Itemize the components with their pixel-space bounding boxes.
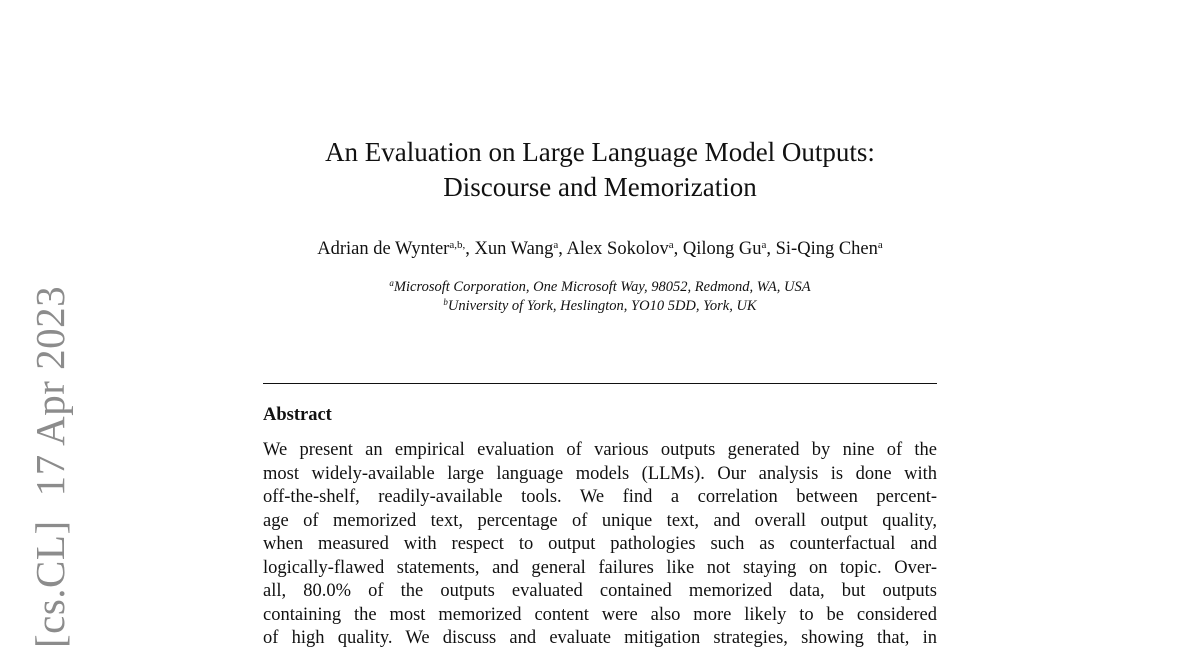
affiliation-text: Microsoft Corporation, One Microsoft Way, 98052, Redmond, WA, USA <box>393 279 811 295</box>
author-name: Qilong Gu <box>682 239 762 259</box>
author-name: Adrian de Wynter <box>317 239 450 259</box>
arxiv-category: [cs.CL] <box>27 520 73 648</box>
affiliation-marks: a <box>761 239 767 251</box>
author-separator: , <box>673 239 683 259</box>
affiliation <box>263 297 937 316</box>
arxiv-sidebar-stamp <box>27 285 73 648</box>
abstract-line: when measured with respect to output pathologies such as counterfactual and <box>263 534 937 554</box>
author-list <box>263 238 937 260</box>
abstract-heading: Abstract <box>263 405 332 425</box>
author <box>683 239 776 259</box>
section-divider <box>263 383 937 384</box>
paper-title <box>263 135 937 205</box>
author-separator: , <box>766 239 776 259</box>
author <box>317 239 474 259</box>
author-name: Alex Sokolov <box>566 239 669 259</box>
abstract-line: age of memorized text, percentage of unique text, and overall output quality, <box>263 510 937 531</box>
affiliation <box>263 278 937 297</box>
affiliation-marks: a <box>668 239 674 251</box>
abstract-line: off-the-shelf, readily-available tools. We find a correlation between percent- <box>263 487 937 507</box>
title-line: Discourse and Memorization <box>443 172 757 202</box>
affiliation-marks: a <box>877 239 883 251</box>
author-separator: , <box>558 239 567 259</box>
author <box>566 239 682 259</box>
abstract-line: logically-flawed statements, and general failures like not staying on topic. Over- <box>263 557 937 578</box>
author <box>776 239 883 259</box>
abstract-line: We present an empirical evaluation of various outputs generated by nine of the <box>263 440 937 460</box>
author <box>474 239 566 259</box>
abstract-line: containing the most memorized content were also more likely to be considered <box>263 604 937 625</box>
affiliations <box>263 278 937 316</box>
arxiv-date: 17 Apr 2023 <box>27 285 73 497</box>
author-name: Xun Wang <box>474 239 554 259</box>
abstract-line: of high quality. We discuss and evaluate mitigation strategies, showing that, in <box>263 628 937 648</box>
abstract-line: most widely-available large language models (LLMs). Our analysis is done with <box>263 463 937 484</box>
abstract-line: all, 80.0% of the outputs evaluated contained memorized data, but outputs <box>263 581 937 601</box>
title-line: An Evaluation on Large Language Model Outputs: <box>325 137 875 167</box>
author-name: Si-Qing Chen <box>775 239 878 259</box>
author-separator: , <box>465 239 475 259</box>
affiliation-marks: a <box>553 239 559 251</box>
affiliation-mark: b <box>443 297 448 307</box>
abstract-body <box>263 439 937 648</box>
affiliation-text: University of York, Heslington, YO10 5DD, York, UK <box>447 298 757 314</box>
affiliation-marks: a,b, <box>449 239 466 251</box>
affiliation-mark: a <box>389 278 394 288</box>
